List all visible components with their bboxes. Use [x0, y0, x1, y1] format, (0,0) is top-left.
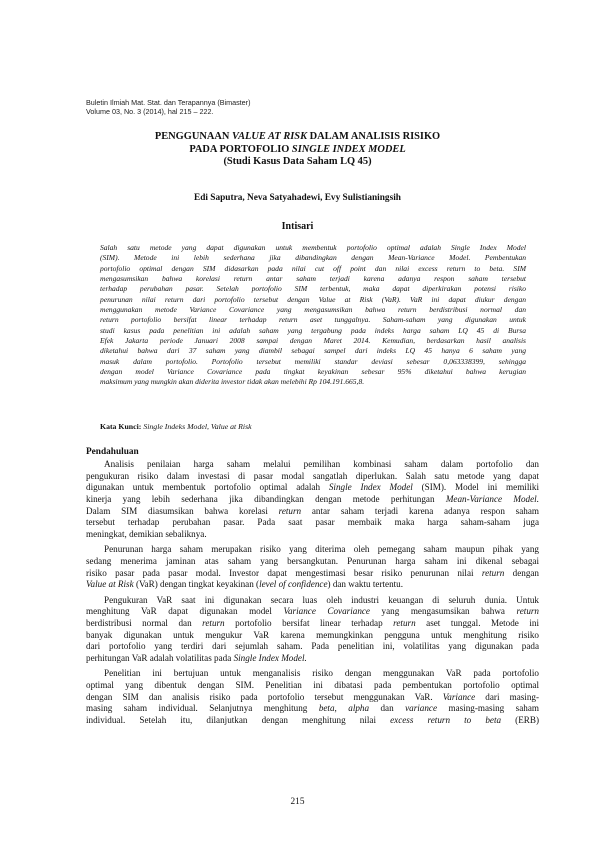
- journal-volume: Volume 03, No. 3 (2014), hal 215 – 222.: [86, 107, 214, 116]
- body-line: digunakan untuk membentuk portofolio optimal adalah Single Index Model (SIM). Model ini memiliki: [86, 482, 540, 493]
- abstract-line: (SIM). Metode ini lebih sederhana jika dibandingkan dengan Mean-Variance Model. Pembentukan: [100, 253, 526, 263]
- body-text: [86, 459, 539, 727]
- abstract-heading: Intisari: [281, 221, 314, 232]
- body-line: sedang menerima jaminan atas saham yang bersangkutan. Penurunan harga saham ini dikenal sebagai: [86, 556, 539, 566]
- body-line: risiko pasar pada pasar modal. Investor dapat mengestimasi besar risiko penurunan nilai return dengan: [86, 567, 539, 578]
- title-line-2: PADA PORTOFOLIO SINGLE INDEX MODEL: [189, 143, 406, 155]
- page-number: 215: [290, 797, 305, 807]
- body-line: dari portofolio yang terdiri dari sejumlah saham. Pada penelitian ini, volatilitas yang digunakan pada: [86, 641, 539, 652]
- authors: Edi Saputra, Neva Satyahadewi, Evy Sulistianingsih: [194, 193, 401, 203]
- keywords: [100, 422, 252, 431]
- keywords-value: Single Indeks Model, Value at Risk: [143, 422, 252, 431]
- abstract-line: dengan model Variance Covariance pada tingkat keyakinan sebesar 95% diketahui bahwa kerugian: [100, 367, 526, 377]
- abstract-line: Efek Jakarta periode Januari 2008 sampai dengan Maret 2014. Kemudian, berdasarkan hasil analisis: [100, 336, 526, 346]
- paper-title: [60, 131, 535, 169]
- body-line: tersebut terhadap perubahan pasar. Pada saat pasar membaik maka harga saham-saham juga: [86, 517, 539, 528]
- body-line: Value at Risk (VaR) dengan tingkat keyakinan (level of confidence) dan waktu tertentu.: [86, 579, 404, 590]
- body-line: perhitungan VaR adalah volatilitas pada Single Index Model.: [86, 653, 307, 663]
- title-line-3: (Studi Kasus Data Saham LQ 45): [223, 156, 372, 168]
- journal-name: Buletin Ilmiah Mat. Stat. dan Terapannya (Bimaster): [86, 98, 251, 107]
- journal-header: [86, 98, 250, 116]
- section-heading: Pendahuluan: [86, 447, 139, 457]
- body-line: meningkat, demikian sebaliknya.: [86, 529, 207, 540]
- body-line: masing saham individual. Selanjutnya menghitung beta, alpha dan variance masing-masing saham: [86, 703, 539, 714]
- abstract-line: mengasumsikan bahwa korelasi return antar saham terjadi karena adanya respon saham tersebut: [100, 274, 526, 284]
- abstract-line: return portofolio bersifat linear terhadap return aset tunggalnya. Saham-saham yang digunakan untuk: [100, 315, 526, 325]
- body-line: Penelitian ini bertujuan untuk menganalisis risiko dengan menggunakan VaR pada portofolio: [104, 668, 539, 679]
- body-line: pengukuran risiko dalam investasi di pasar modal sangatlah diperlukan. Salah satu metode yang dapat: [86, 470, 539, 481]
- abstract-line: diketahui bahwa dari 37 saham yang diambil sebagai sampel dari indeks LQ 45 hanya 6 saham yang: [100, 346, 526, 356]
- body-line: individual. Setelah itu, dilanjutkan dengan menghitung nilai excess return to beta (ERB): [86, 714, 540, 725]
- abstract-line: studi kasus pada penelitian ini adalah saham yang tergabung pada indeks harga saham LQ 45 di Bursa: [100, 325, 526, 335]
- abstract-line: terhadap perubahan pasar. Setelah portofolio SIM terbentuk, maka dapat diperkirakan potensi risiko: [100, 284, 526, 294]
- body-line: Dalam SIM diasumsikan bahwa korelasi return antar saham terjadi karena adanya respon saham: [86, 505, 539, 516]
- abstract-line: penurunan nilai return dari portofolio tersebut dengan Value at Risk (VaR). VaR ini dapat diukur dengan: [100, 294, 526, 304]
- abstract-line: menggunakan metode Variance Covariance yang mengasumsikan bahwa return berdistribusi normal dan: [100, 305, 526, 315]
- abstract-line: masuk dalam portofolio. Portofolio tersebut memiliki standar deviasi sebesar 0,063338399, sehingga: [100, 356, 526, 366]
- body-line: optimal yang dibentuk dengan SIM. Penelitian ini dibatasi pada pembentukan portofolio optimal: [86, 679, 539, 690]
- body-line: dengan SIM dan analisis risiko pada portofolio tersebut menggunakan VaR. Variance dari masing-: [86, 691, 539, 702]
- body-line: menghitung VaR dapat digunakan model Variance Covariance yang mengasumsikan bahwa return: [86, 606, 539, 617]
- body-line: banyak digunakan untuk mengukur VaR karena memungkinkan pengguna untuk menghitung risiko: [86, 629, 539, 640]
- abstract-line: Salah satu metode yang dapat digunakan untuk membentuk portofolio optimal adalah Single Index Model: [100, 243, 526, 252]
- abstract: [100, 243, 526, 388]
- body-line: kinerja yang lebih sederhana jika dibandingkan dengan metode perhitungan Mean-Variance Model.: [86, 494, 539, 505]
- body-line: Pengukuran VaR saat ini digunakan secara luas oleh industri keuangan di seluruh dunia. Untuk: [104, 594, 539, 605]
- body-line: berdistribusi normal dan return portofolio bersifat linear terhadap return aset tunggal. Metode ini: [86, 617, 539, 628]
- abstract-line: portofolio optimal dengan SIM didasarkan pada nilai cut off point dan nilai excess return to beta. SIM: [100, 263, 526, 273]
- keywords-label: Kata Kunci:: [100, 422, 144, 431]
- body-line: Penurunan harga saham merupakan risiko yang diterima oleh pemegang saham maupun pihak yang: [104, 544, 539, 555]
- title-line-1: PENGGUNAAN VALUE AT RISK DALAM ANALISIS RISIKO: [154, 131, 441, 142]
- abstract-line: maksimum yang mungkin akan diderita investor tidak akan melebihi Rp 104.191.665,8.: [100, 377, 365, 387]
- body-line: Analisis penilaian harga saham melalui pemilihan kombinasi saham dalam portofolio dan: [104, 459, 539, 469]
